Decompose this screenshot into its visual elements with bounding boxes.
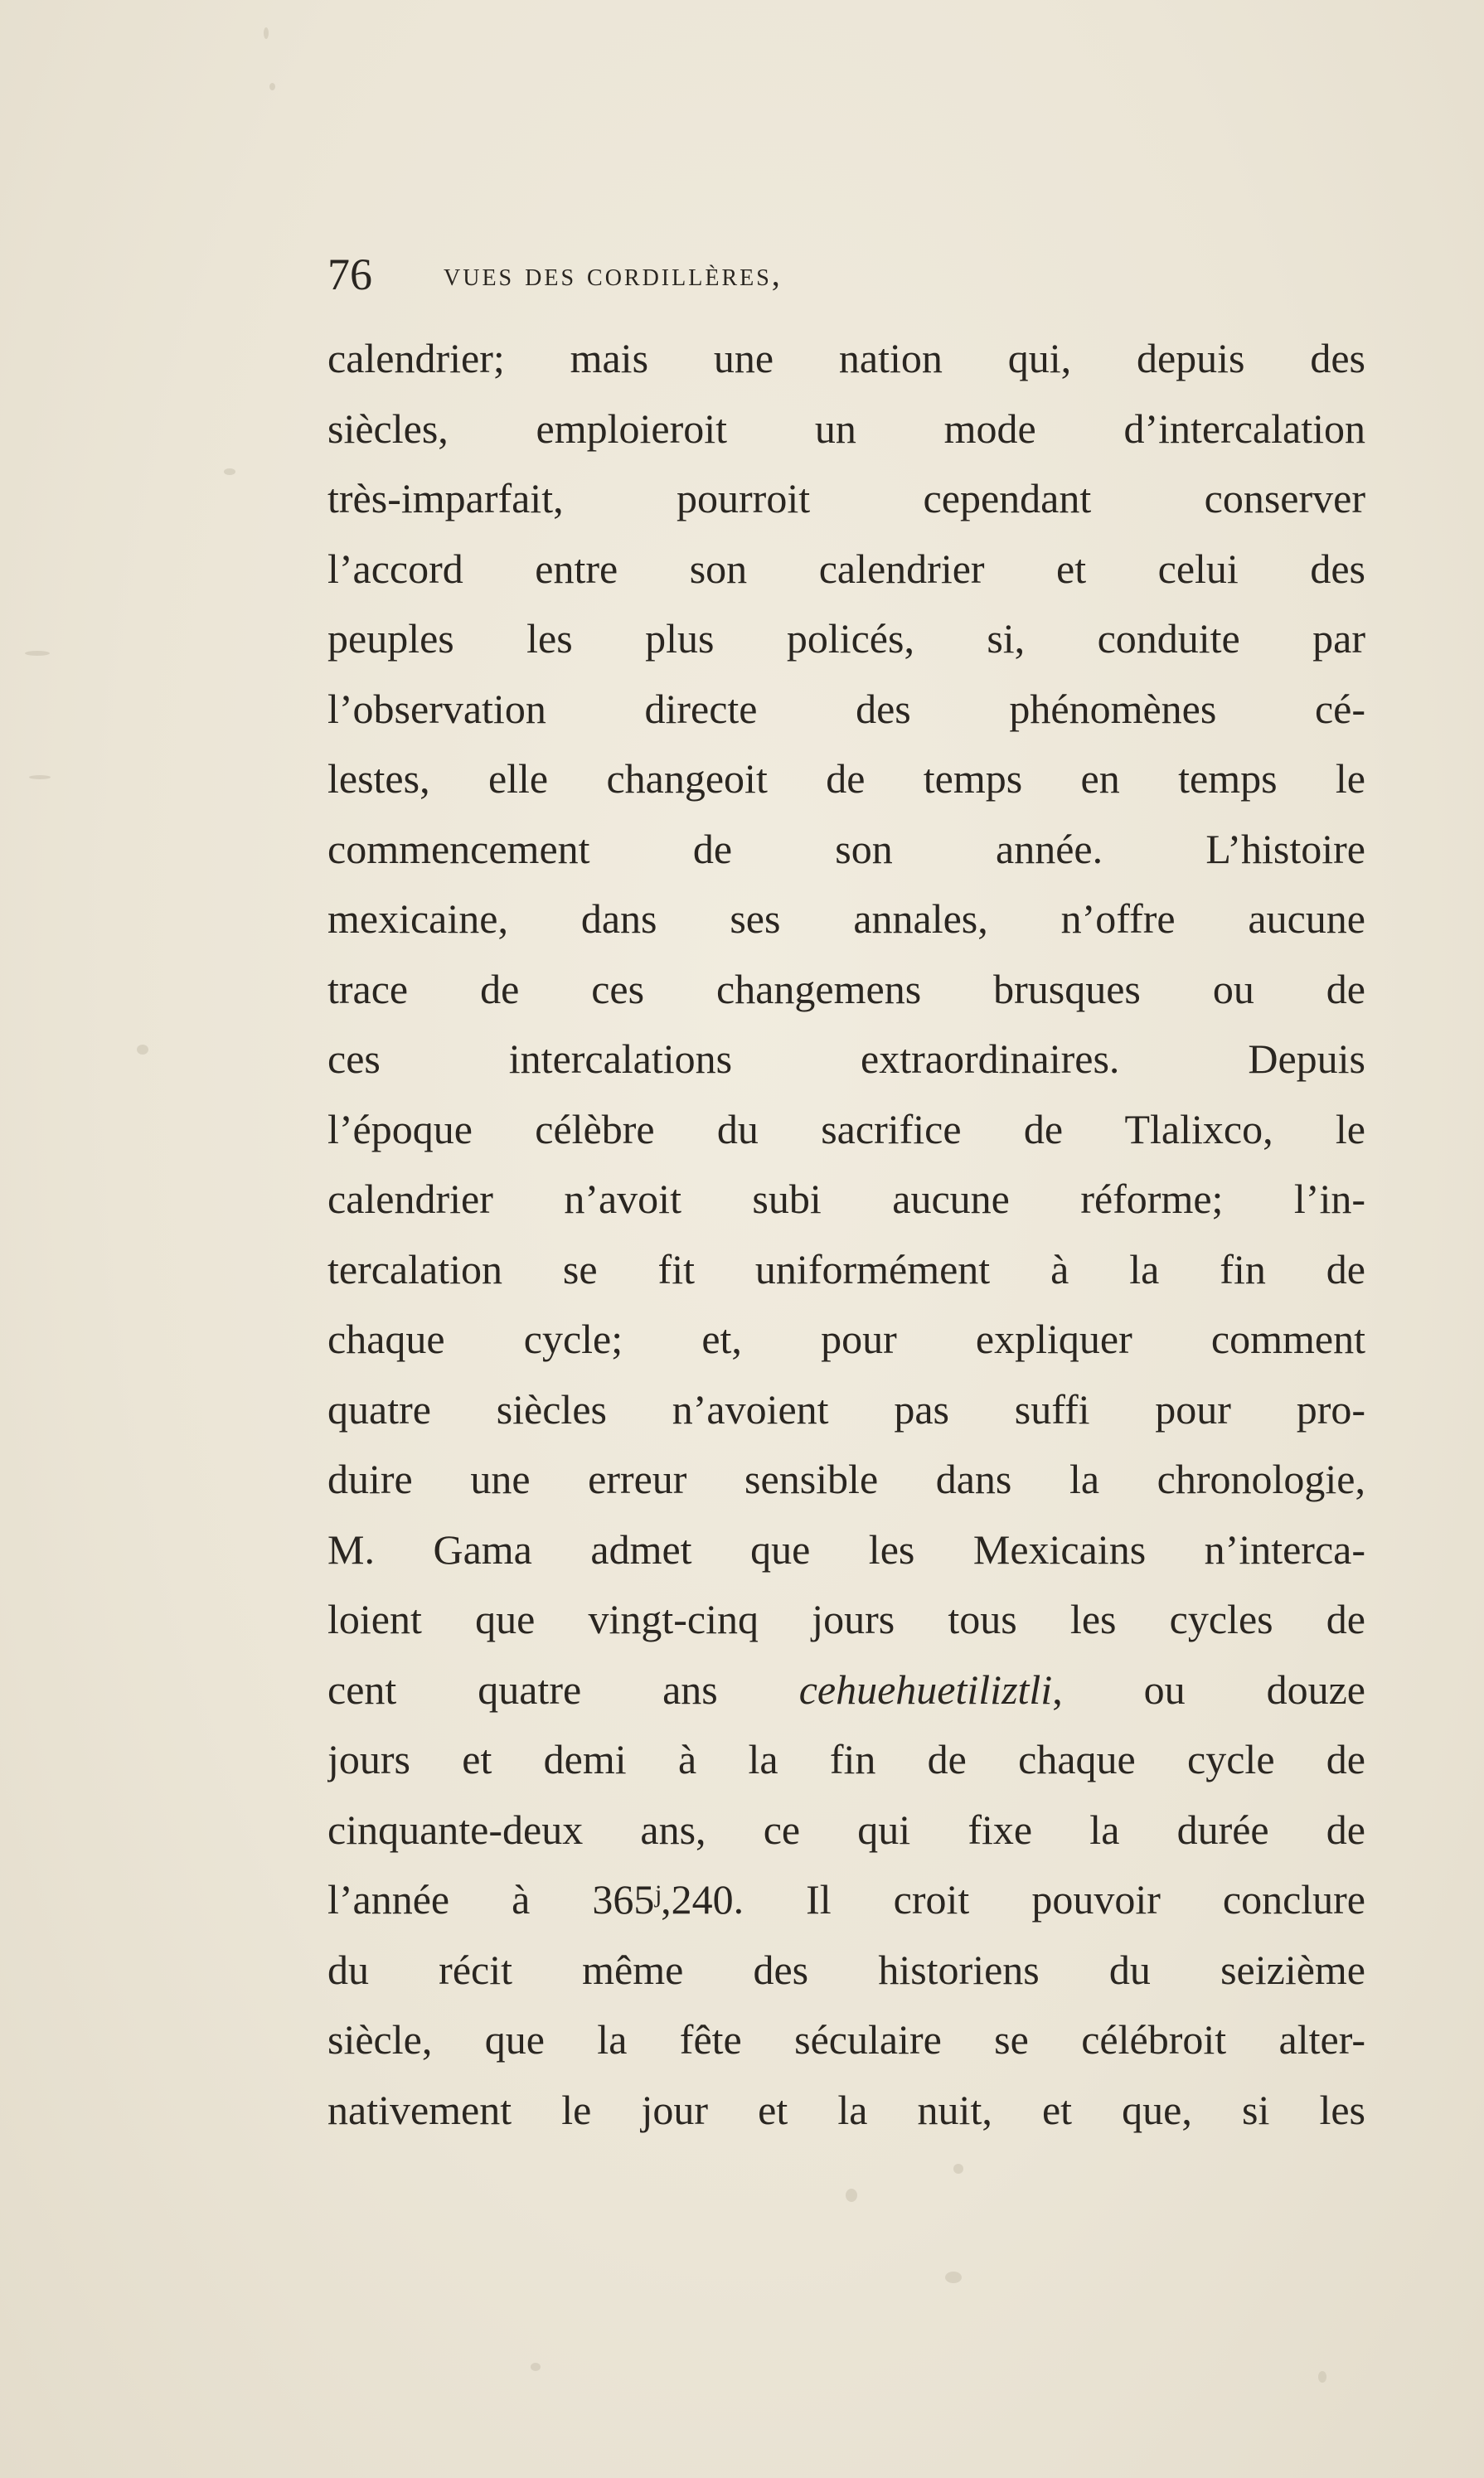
text-line: l’époque célèbre du sacrifice de Tlalixco, le (327, 1105, 1365, 1152)
paper-speck (846, 2189, 857, 2202)
text-line: calendrier n’avoit subi aucune réforme; l’in- (327, 1176, 1365, 1222)
paper-speck (224, 468, 235, 475)
paper-speck (531, 2363, 541, 2371)
text-line: commencement de son année. L’histoire (327, 825, 1365, 872)
paper-speck (264, 27, 269, 39)
running-title: vues des cordillères, (444, 255, 783, 293)
text-line: nativement le jour et la nuit, et que, si les (327, 2086, 1365, 2133)
text-line: M. Gama admet que les Mexicains n’interca- (327, 1525, 1365, 1573)
italic-term: cehuehuetiliztli (798, 1666, 1053, 1713)
paper-speck (953, 2164, 963, 2174)
text-line: quatre siècles n’avoient pas suffi pour pro- (327, 1385, 1365, 1433)
text-line: cinquante-deux ans, ce qui fixe la durée de (327, 1806, 1365, 1853)
text-line-italic-term (327, 1655, 1365, 1725)
text-line: l’année à 365ʲ,240. Il croit pouvoir conclure (327, 1876, 1365, 1923)
text-line: duire une erreur sensible dans la chronologie, (327, 1456, 1365, 1502)
text-line: siècles, emploieroit un mode d’intercalation (327, 405, 1365, 452)
text-line: jours et demi à la fin de chaque cycle de (327, 1736, 1365, 1782)
text-segment: , ou douze (1052, 1666, 1365, 1713)
paper-speck (269, 83, 275, 90)
text-line: l’accord entre son calendrier et celui des (327, 545, 1365, 592)
text-line: du récit même des historiens du seizième (327, 1946, 1365, 1993)
paper-speck (137, 1045, 148, 1055)
text-line: mexicaine, dans ses annales, n’offre aucune (327, 895, 1365, 942)
paper-speck (25, 651, 50, 656)
text-line: calendrier; mais une nation qui, depuis des (327, 335, 1365, 381)
text-line: ces intercalations extraordinaires. Depuis (327, 1035, 1365, 1082)
text-line: siècle, que la fête séculaire se célébroit alter- (327, 2016, 1365, 2063)
running-header (327, 245, 1115, 303)
text-line: l’observation directe des phénomènes cé- (327, 685, 1365, 732)
text-line: peuples les plus policés, si, conduite par (327, 615, 1365, 662)
text-line: loient que vingt-cinq jours tous les cycles de (327, 1596, 1365, 1642)
body-text (327, 323, 1365, 2145)
text-line: tercalation se fit uniformément à la fin de (327, 1245, 1365, 1292)
text-line: trace de ces changemens brusques ou de (327, 965, 1365, 1012)
text-line: lestes, elle changeoit de temps en temps le (327, 755, 1365, 802)
paper-speck (1318, 2371, 1326, 2383)
text-line: chaque cycle; et, pour expliquer comment (327, 1316, 1365, 1362)
paper-speck (29, 775, 51, 779)
text-line: très-imparfait, pourroit cependant conserver (327, 475, 1365, 521)
page-number: 76 (327, 250, 372, 299)
paper-speck (945, 2272, 962, 2283)
text-segment: cent quatre ans (327, 1666, 799, 1713)
